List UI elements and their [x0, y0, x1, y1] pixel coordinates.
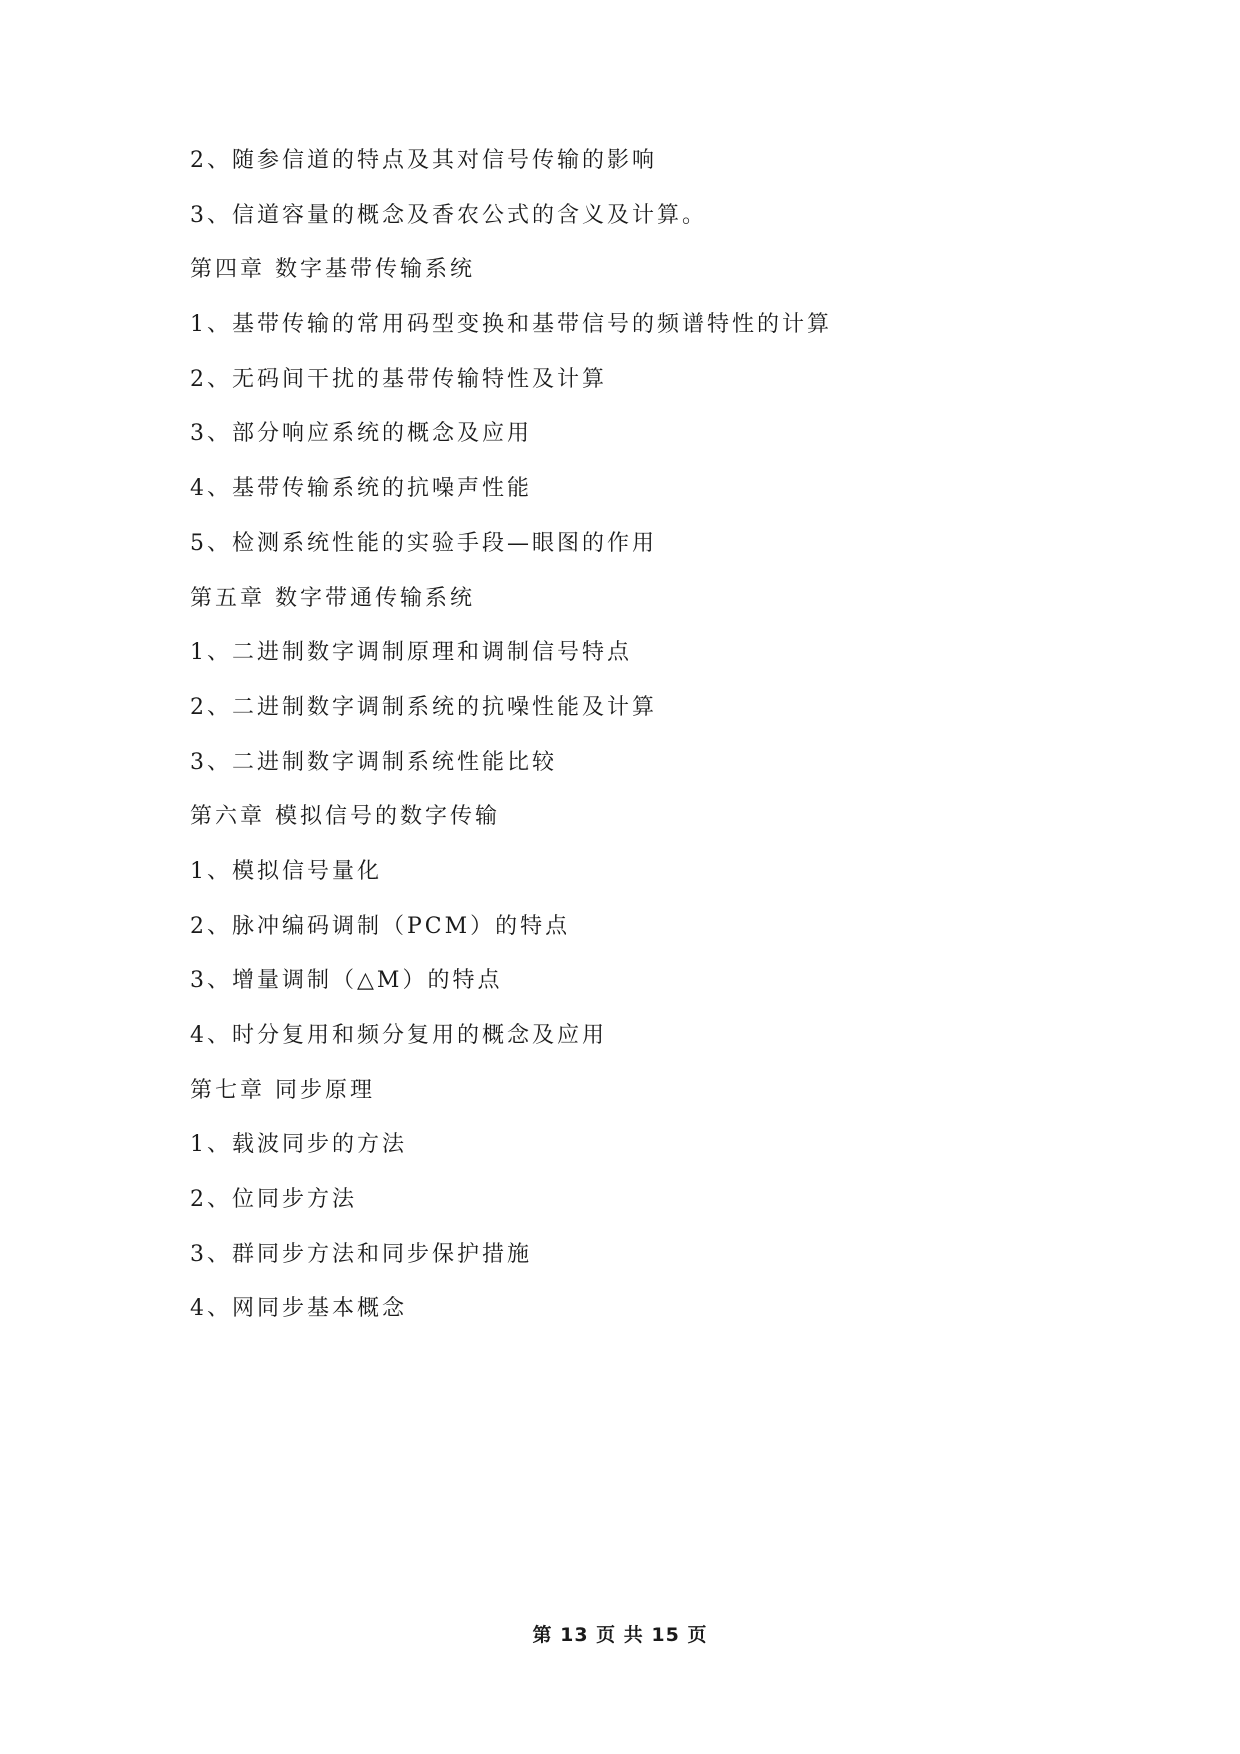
outline-item: 2、随参信道的特点及其对信号传输的影响	[190, 148, 657, 173]
chapter-heading: 第四章 数字基带传输系统	[190, 257, 475, 283]
outline-item: 2、二进制数字调制系统的抗噪性能及计算	[190, 694, 657, 720]
chapter-heading: 第六章 模拟信号的数字传输	[190, 804, 500, 830]
outline-item: 1、基带传输的常用码型变换和基带信号的频谱特性的计算	[190, 312, 832, 338]
outline-content	[190, 140, 1090, 1343]
outline-item: 3、增量调制（△M）的特点	[190, 968, 503, 994]
outline-item: 5、检测系统性能的实验手段—眼图的作用	[190, 530, 657, 556]
outline-item: 4、网同步基本概念	[190, 1296, 407, 1322]
chapter-heading: 第七章 同步原理	[190, 1077, 375, 1103]
outline-item: 3、二进制数字调制系统性能比较	[190, 749, 557, 775]
outline-item: 1、二进制数字调制原理和调制信号特点	[190, 640, 632, 666]
page-number-footer: 第 13 页 共 15 页	[532, 1624, 708, 1646]
outline-item: 4、时分复用和频分复用的概念及应用	[190, 1023, 607, 1048]
outline-item: 1、载波同步的方法	[190, 1132, 407, 1158]
outline-item: 2、无码间干扰的基带传输特性及计算	[190, 366, 607, 392]
chapter-heading: 第五章 数字带通传输系统	[190, 585, 475, 611]
outline-item: 1、模拟信号量化	[190, 858, 382, 884]
outline-item: 2、位同步方法	[190, 1187, 357, 1213]
outline-item: 3、群同步方法和同步保护措施	[190, 1241, 532, 1267]
outline-item: 4、基带传输系统的抗噪声性能	[190, 476, 532, 502]
outline-item: 3、信道容量的概念及香农公式的含义及计算。	[190, 202, 707, 228]
outline-item: 2、脉冲编码调制（PCM）的特点	[190, 913, 571, 939]
outline-item: 3、部分响应系统的概念及应用	[190, 421, 532, 447]
